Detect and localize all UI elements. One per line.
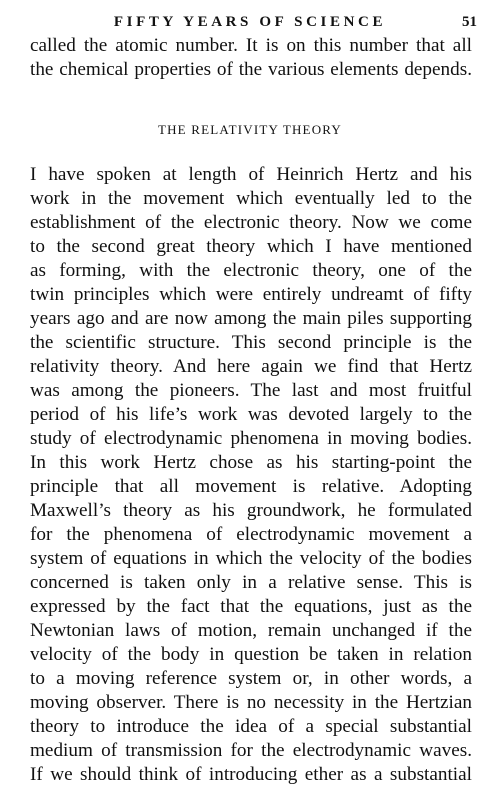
text-line: to a moving reference system or, in other words, a [30, 668, 472, 689]
text-line: principle that all movement is relative. Adopting [30, 476, 472, 497]
text-line: expressed by the fact that the equations, just as the [30, 596, 472, 617]
intro-paragraph [30, 34, 472, 82]
text-line: for the phenomena of electrodynamic movement a [30, 524, 472, 545]
text-line: system of equations in which the velocity of the bodies [30, 548, 472, 569]
text-line: work in the movement which eventually led to the [30, 188, 472, 209]
text-line: velocity of the body in question be taken in relation [30, 644, 472, 665]
text-line: the chemical properties of the various elements depends. [30, 59, 472, 80]
text-line: study of electrodynamic phenomena in moving bodies. [30, 428, 472, 449]
text-line: theory to introduce the idea of a special substantial [30, 716, 472, 737]
text-line: establishment of the electronic theory. Now we come [30, 212, 472, 233]
text-line: years ago and are now among the main piles supporting [30, 308, 472, 329]
text-line: was among the pioneers. The last and most fruitful [30, 380, 472, 401]
text-line: relativity theory. And here again we find that Hertz [30, 356, 472, 377]
text-line: period of his life’s work was devoted largely to the [30, 404, 472, 425]
body-paragraph [30, 163, 472, 787]
text-line: Newtonian laws of motion, remain unchanged if the [30, 620, 472, 641]
text-line: In this work Hertz chose as his starting-point the [30, 452, 472, 473]
page-number: 51 [462, 14, 477, 30]
text-line: the scientific structure. This second principle is the [30, 332, 472, 353]
text-line: called the atomic number. It is on this number that all [30, 35, 472, 56]
running-title: FIFTY YEARS OF SCIENCE [113, 14, 387, 30]
text-line: twin principles which were entirely undreamt of fifty [30, 284, 472, 305]
text-line: medium of transmission for the electrodynamic waves. [30, 740, 472, 761]
section-heading: THE RELATIVITY THEORY [157, 122, 343, 137]
text-line: If we should think of introducing ether as a substantial [30, 764, 472, 785]
text-line: to the second great theory which I have mentioned [30, 236, 472, 257]
text-line: moving observer. There is no necessity in the Hertzian [30, 692, 472, 713]
text-line: Maxwell’s theory as his groundwork, he formulated [30, 500, 472, 521]
text-line: I have spoken at length of Heinrich Hertz and his [30, 164, 472, 185]
running-header [0, 14, 500, 36]
text-line: concerned is taken only in a relative sense. This is [30, 572, 472, 593]
text-line: as forming, with the electronic theory, one of the [30, 260, 472, 281]
